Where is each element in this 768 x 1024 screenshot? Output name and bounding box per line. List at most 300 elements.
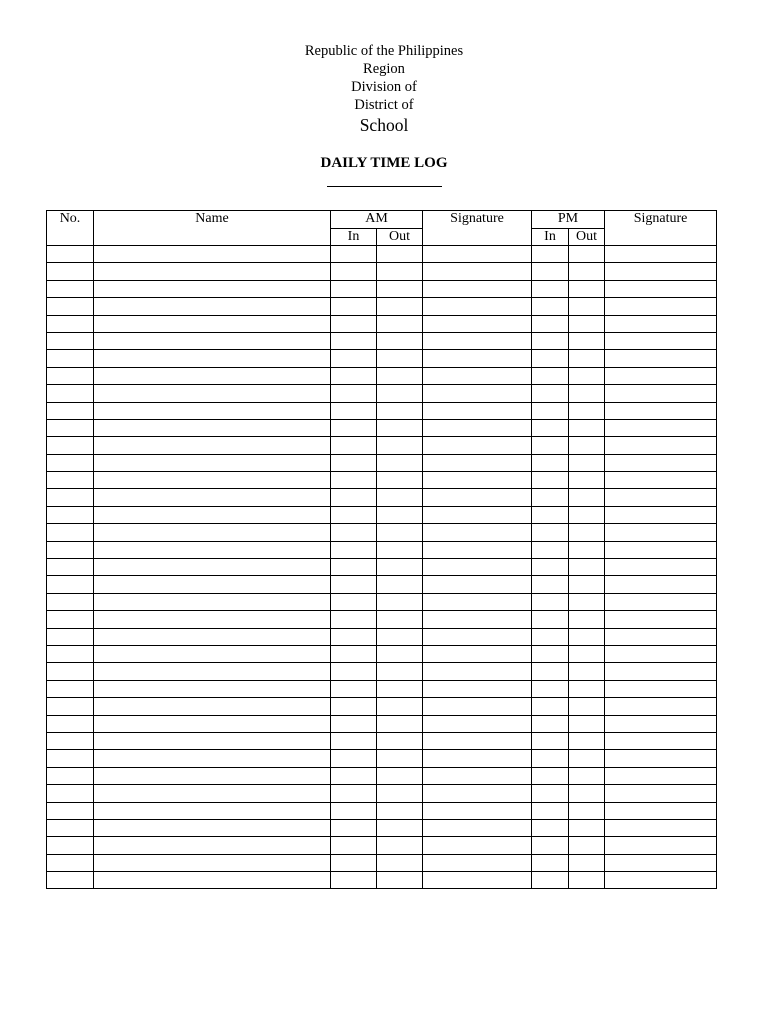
name-cell: [94, 645, 331, 662]
am-signature-cell: [423, 280, 532, 297]
pm-signature-cell: [605, 854, 717, 871]
no-cell: [47, 854, 94, 871]
am-in-cell: [331, 872, 377, 889]
table-row: [47, 645, 717, 662]
pm-in-cell: [532, 315, 569, 332]
am-signature-cell: [423, 524, 532, 541]
am-in-cell: [331, 315, 377, 332]
am-in-cell: [331, 367, 377, 384]
pm-out-cell: [569, 524, 605, 541]
pm-signature-cell: [605, 698, 717, 715]
pm-out-cell: [569, 332, 605, 349]
pm-out-cell: [569, 246, 605, 263]
pm-in-cell: [532, 576, 569, 593]
pm-out-cell: [569, 645, 605, 662]
am-out-cell: [377, 402, 423, 419]
header-no: No.: [47, 211, 94, 246]
name-cell: [94, 819, 331, 836]
am-out-cell: [377, 767, 423, 784]
am-out-cell: [377, 541, 423, 558]
no-cell: [47, 819, 94, 836]
am-signature-cell: [423, 802, 532, 819]
name-cell: [94, 732, 331, 749]
am-out-cell: [377, 559, 423, 576]
header-pm-signature: Signature: [605, 211, 717, 246]
am-out-cell: [377, 785, 423, 802]
table-row: [47, 854, 717, 871]
no-cell: [47, 524, 94, 541]
no-cell: [47, 767, 94, 784]
pm-out-cell: [569, 402, 605, 419]
pm-signature-cell: [605, 385, 717, 402]
pm-out-cell: [569, 680, 605, 697]
am-in-cell: [331, 332, 377, 349]
pm-out-cell: [569, 559, 605, 576]
am-out-cell: [377, 263, 423, 280]
am-signature-cell: [423, 332, 532, 349]
am-in-cell: [331, 593, 377, 610]
am-in-cell: [331, 454, 377, 471]
am-in-cell: [331, 715, 377, 732]
pm-out-cell: [569, 872, 605, 889]
pm-signature-cell: [605, 837, 717, 854]
pm-signature-cell: [605, 489, 717, 506]
pm-signature-cell: [605, 402, 717, 419]
pm-signature-cell: [605, 715, 717, 732]
pm-in-cell: [532, 298, 569, 315]
pm-out-cell: [569, 280, 605, 297]
division-line: Division of: [351, 79, 417, 95]
am-in-cell: [331, 680, 377, 697]
pm-out-cell: [569, 298, 605, 315]
table-row: [47, 437, 717, 454]
table-row: [47, 698, 717, 715]
name-cell: [94, 489, 331, 506]
name-cell: [94, 472, 331, 489]
name-cell: [94, 750, 331, 767]
am-signature-cell: [423, 559, 532, 576]
am-signature-cell: [423, 611, 532, 628]
pm-out-cell: [569, 576, 605, 593]
no-cell: [47, 506, 94, 523]
pm-out-cell: [569, 819, 605, 836]
document-header: [0, 42, 768, 136]
am-in-cell: [331, 663, 377, 680]
table-row: [47, 663, 717, 680]
name-cell: [94, 506, 331, 523]
pm-signature-cell: [605, 263, 717, 280]
pm-out-cell: [569, 454, 605, 471]
pm-in-cell: [532, 837, 569, 854]
am-signature-cell: [423, 576, 532, 593]
pm-in-cell: [532, 611, 569, 628]
am-out-cell: [377, 680, 423, 697]
am-in-cell: [331, 263, 377, 280]
am-signature-cell: [423, 437, 532, 454]
table-row: [47, 315, 717, 332]
name-cell: [94, 802, 331, 819]
am-in-cell: [331, 576, 377, 593]
header-am-in: In: [331, 229, 377, 246]
am-signature-cell: [423, 489, 532, 506]
am-signature-cell: [423, 472, 532, 489]
no-cell: [47, 837, 94, 854]
table-row: [47, 715, 717, 732]
pm-signature-cell: [605, 246, 717, 263]
pm-signature-cell: [605, 315, 717, 332]
pm-out-cell: [569, 611, 605, 628]
am-signature-cell: [423, 454, 532, 471]
table-row: [47, 767, 717, 784]
pm-signature-cell: [605, 802, 717, 819]
pm-out-cell: [569, 350, 605, 367]
pm-signature-cell: [605, 559, 717, 576]
name-cell: [94, 246, 331, 263]
pm-in-cell: [532, 385, 569, 402]
name-cell: [94, 628, 331, 645]
district-line: District of: [354, 97, 414, 113]
am-out-cell: [377, 819, 423, 836]
time-log-body: [47, 246, 717, 889]
pm-signature-cell: [605, 767, 717, 784]
pm-signature-cell: [605, 645, 717, 662]
no-cell: [47, 419, 94, 436]
no-cell: [47, 576, 94, 593]
am-signature-cell: [423, 837, 532, 854]
am-out-cell: [377, 298, 423, 315]
am-in-cell: [331, 280, 377, 297]
pm-in-cell: [532, 280, 569, 297]
pm-signature-cell: [605, 298, 717, 315]
header-am-out: Out: [377, 229, 423, 246]
am-signature-cell: [423, 593, 532, 610]
time-log-table: [46, 210, 717, 889]
table-row: [47, 837, 717, 854]
pm-in-cell: [532, 246, 569, 263]
am-in-cell: [331, 385, 377, 402]
table-row: [47, 350, 717, 367]
am-out-cell: [377, 802, 423, 819]
table-row: [47, 541, 717, 558]
am-signature-cell: [423, 872, 532, 889]
pm-signature-cell: [605, 454, 717, 471]
am-signature-cell: [423, 750, 532, 767]
am-signature-cell: [423, 854, 532, 871]
am-in-cell: [331, 854, 377, 871]
am-out-cell: [377, 385, 423, 402]
table-row: [47, 524, 717, 541]
am-in-cell: [331, 506, 377, 523]
pm-signature-cell: [605, 680, 717, 697]
table-row: [47, 246, 717, 263]
pm-in-cell: [532, 263, 569, 280]
no-cell: [47, 663, 94, 680]
am-in-cell: [331, 350, 377, 367]
pm-out-cell: [569, 593, 605, 610]
no-cell: [47, 541, 94, 558]
name-cell: [94, 298, 331, 315]
no-cell: [47, 246, 94, 263]
am-signature-cell: [423, 785, 532, 802]
no-cell: [47, 732, 94, 749]
pm-out-cell: [569, 489, 605, 506]
page-title: DAILY TIME LOG: [320, 155, 448, 171]
pm-out-cell: [569, 698, 605, 715]
pm-out-cell: [569, 750, 605, 767]
am-in-cell: [331, 246, 377, 263]
table-row: [47, 732, 717, 749]
pm-signature-cell: [605, 576, 717, 593]
no-cell: [47, 872, 94, 889]
pm-in-cell: [532, 489, 569, 506]
name-cell: [94, 402, 331, 419]
table-row: [47, 785, 717, 802]
pm-in-cell: [532, 454, 569, 471]
no-cell: [47, 367, 94, 384]
pm-signature-cell: [605, 732, 717, 749]
pm-in-cell: [532, 506, 569, 523]
name-cell: [94, 576, 331, 593]
title-underline: [327, 186, 442, 187]
am-in-cell: [331, 698, 377, 715]
no-cell: [47, 559, 94, 576]
no-cell: [47, 385, 94, 402]
no-cell: [47, 715, 94, 732]
am-signature-cell: [423, 732, 532, 749]
am-out-cell: [377, 628, 423, 645]
pm-in-cell: [532, 437, 569, 454]
am-signature-cell: [423, 315, 532, 332]
am-signature-cell: [423, 541, 532, 558]
am-out-cell: [377, 419, 423, 436]
table-row: [47, 419, 717, 436]
pm-in-cell: [532, 819, 569, 836]
pm-in-cell: [532, 872, 569, 889]
no-cell: [47, 698, 94, 715]
no-cell: [47, 785, 94, 802]
table-row: [47, 367, 717, 384]
am-in-cell: [331, 559, 377, 576]
am-in-cell: [331, 472, 377, 489]
no-cell: [47, 437, 94, 454]
table-row: [47, 280, 717, 297]
am-in-cell: [331, 611, 377, 628]
pm-signature-cell: [605, 611, 717, 628]
no-cell: [47, 350, 94, 367]
republic-line: Republic of the Philippines: [304, 43, 464, 59]
name-cell: [94, 280, 331, 297]
am-out-cell: [377, 489, 423, 506]
name-cell: [94, 559, 331, 576]
pm-out-cell: [569, 506, 605, 523]
no-cell: [47, 472, 94, 489]
no-cell: [47, 280, 94, 297]
pm-out-cell: [569, 263, 605, 280]
pm-out-cell: [569, 385, 605, 402]
pm-out-cell: [569, 785, 605, 802]
pm-signature-cell: [605, 506, 717, 523]
name-cell: [94, 715, 331, 732]
table-row: [47, 611, 717, 628]
table-row: [47, 559, 717, 576]
pm-signature-cell: [605, 332, 717, 349]
am-signature-cell: [423, 819, 532, 836]
name-cell: [94, 593, 331, 610]
am-out-cell: [377, 611, 423, 628]
header-name: Name: [94, 211, 331, 246]
pm-signature-cell: [605, 785, 717, 802]
pm-in-cell: [532, 785, 569, 802]
am-signature-cell: [423, 263, 532, 280]
pm-signature-cell: [605, 367, 717, 384]
pm-out-cell: [569, 837, 605, 854]
am-in-cell: [331, 750, 377, 767]
pm-signature-cell: [605, 350, 717, 367]
am-out-cell: [377, 506, 423, 523]
am-out-cell: [377, 367, 423, 384]
no-cell: [47, 402, 94, 419]
table-row: [47, 263, 717, 280]
pm-in-cell: [532, 732, 569, 749]
header-pm-out: Out: [569, 229, 605, 246]
name-cell: [94, 332, 331, 349]
pm-out-cell: [569, 732, 605, 749]
am-out-cell: [377, 698, 423, 715]
pm-out-cell: [569, 628, 605, 645]
am-signature-cell: [423, 419, 532, 436]
pm-in-cell: [532, 350, 569, 367]
no-cell: [47, 593, 94, 610]
am-out-cell: [377, 663, 423, 680]
no-cell: [47, 263, 94, 280]
am-out-cell: [377, 854, 423, 871]
pm-signature-cell: [605, 541, 717, 558]
no-cell: [47, 315, 94, 332]
am-signature-cell: [423, 298, 532, 315]
pm-signature-cell: [605, 750, 717, 767]
region-line: Region: [363, 61, 405, 77]
table-row: [47, 680, 717, 697]
pm-signature-cell: [605, 872, 717, 889]
pm-out-cell: [569, 541, 605, 558]
am-in-cell: [331, 785, 377, 802]
name-cell: [94, 541, 331, 558]
pm-out-cell: [569, 663, 605, 680]
am-in-cell: [331, 802, 377, 819]
pm-in-cell: [532, 663, 569, 680]
no-cell: [47, 454, 94, 471]
am-signature-cell: [423, 715, 532, 732]
am-out-cell: [377, 454, 423, 471]
pm-in-cell: [532, 472, 569, 489]
pm-in-cell: [532, 367, 569, 384]
pm-in-cell: [532, 767, 569, 784]
pm-in-cell: [532, 559, 569, 576]
table-row: [47, 489, 717, 506]
am-signature-cell: [423, 645, 532, 662]
pm-signature-cell: [605, 663, 717, 680]
pm-in-cell: [532, 524, 569, 541]
name-cell: [94, 437, 331, 454]
name-cell: [94, 263, 331, 280]
pm-in-cell: [532, 802, 569, 819]
table-row: [47, 385, 717, 402]
am-out-cell: [377, 437, 423, 454]
no-cell: [47, 489, 94, 506]
pm-signature-cell: [605, 437, 717, 454]
am-in-cell: [331, 645, 377, 662]
pm-in-cell: [532, 332, 569, 349]
am-out-cell: [377, 593, 423, 610]
am-out-cell: [377, 280, 423, 297]
am-out-cell: [377, 315, 423, 332]
pm-in-cell: [532, 645, 569, 662]
am-signature-cell: [423, 246, 532, 263]
am-in-cell: [331, 767, 377, 784]
am-out-cell: [377, 472, 423, 489]
school-line: School: [359, 115, 409, 135]
table-row: [47, 454, 717, 471]
am-out-cell: [377, 715, 423, 732]
table-row: [47, 402, 717, 419]
am-out-cell: [377, 732, 423, 749]
no-cell: [47, 802, 94, 819]
pm-signature-cell: [605, 819, 717, 836]
table-row: [47, 472, 717, 489]
am-out-cell: [377, 872, 423, 889]
table-row: [47, 819, 717, 836]
name-cell: [94, 385, 331, 402]
name-cell: [94, 837, 331, 854]
am-in-cell: [331, 489, 377, 506]
name-cell: [94, 419, 331, 436]
pm-in-cell: [532, 402, 569, 419]
am-out-cell: [377, 645, 423, 662]
pm-out-cell: [569, 802, 605, 819]
am-out-cell: [377, 332, 423, 349]
am-signature-cell: [423, 628, 532, 645]
am-in-cell: [331, 402, 377, 419]
no-cell: [47, 298, 94, 315]
am-in-cell: [331, 628, 377, 645]
pm-out-cell: [569, 367, 605, 384]
am-signature-cell: [423, 402, 532, 419]
am-out-cell: [377, 750, 423, 767]
no-cell: [47, 332, 94, 349]
am-in-cell: [331, 298, 377, 315]
pm-in-cell: [532, 628, 569, 645]
am-signature-cell: [423, 680, 532, 697]
pm-out-cell: [569, 315, 605, 332]
table-row: [47, 750, 717, 767]
am-signature-cell: [423, 663, 532, 680]
name-cell: [94, 767, 331, 784]
name-cell: [94, 611, 331, 628]
header-pm-in: In: [532, 229, 569, 246]
pm-in-cell: [532, 750, 569, 767]
name-cell: [94, 854, 331, 871]
table-row: [47, 332, 717, 349]
am-in-cell: [331, 437, 377, 454]
header-am: AM: [331, 211, 423, 229]
name-cell: [94, 872, 331, 889]
am-out-cell: [377, 576, 423, 593]
am-signature-cell: [423, 698, 532, 715]
no-cell: [47, 750, 94, 767]
am-signature-cell: [423, 767, 532, 784]
name-cell: [94, 663, 331, 680]
no-cell: [47, 628, 94, 645]
